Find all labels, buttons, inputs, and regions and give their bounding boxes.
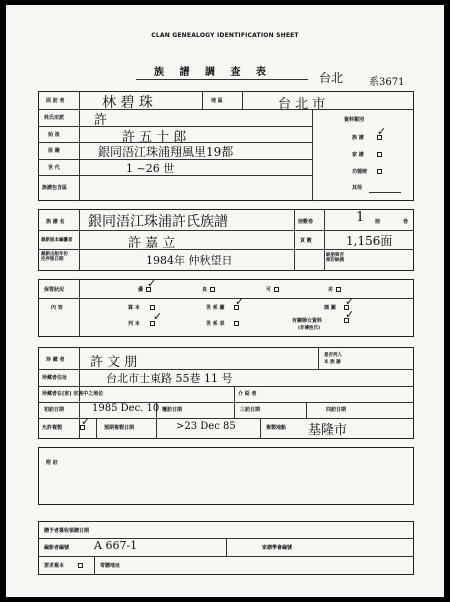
condition-label: 保管狀況 <box>44 287 65 293</box>
content-option-0: 寫 本 <box>128 305 140 311</box>
missing-volumes-label: 缺册與否 部份缺損 <box>326 253 344 263</box>
society-number-label: 家譜學會編號 <box>262 545 293 551</box>
ancestor-value: 許 五 十 郎 <box>122 130 187 145</box>
mailing-address-label: 寄贈地址 <box>100 563 121 569</box>
holder-label: 珍 藏 者 <box>46 357 65 363</box>
surname-value: 許 <box>94 113 108 128</box>
condition-checkbox-3[interactable] <box>336 287 341 292</box>
condition-option-3: 劣 <box>328 287 334 293</box>
volumes-unit-ce: 冊 <box>375 219 381 225</box>
number-label: 編影者編號 <box>44 545 70 551</box>
code-note: 系3671 <box>369 77 405 88</box>
number-value: A 667-1 <box>94 539 138 552</box>
origin-value: 銀同浯江珠浦翔風里19都 <box>98 145 234 159</box>
checkmark-icon: ✓ <box>377 125 387 138</box>
surname-label: 姓氏宗派 <box>44 115 65 121</box>
condition-checkbox-2[interactable] <box>274 287 279 292</box>
section-notes <box>38 447 414 505</box>
family-status-label: 珍藏者在(家) 宗族中之地位 <box>42 391 104 397</box>
title-underline <box>136 79 308 80</box>
checkmark-icon: ✓ <box>345 295 355 308</box>
content-option-5: 有關婦女資料 <box>292 318 323 324</box>
content-label: 內 容 <box>51 305 63 311</box>
editor-label: 最新版本編纂者 <box>41 238 73 243</box>
first-visit-value: 1985 Dec. 10 <box>92 403 160 414</box>
holder-value: 許 文 朋 <box>90 355 138 370</box>
fourth-visit-label: 四訪日期 <box>326 407 347 413</box>
content-option-3: 列 本 <box>128 321 140 327</box>
genealogy-title-value: 銀同浯江珠浦許氏族譜 <box>88 214 228 230</box>
condition-checkbox-1[interactable] <box>210 287 215 292</box>
revisit-label: 覆訪日期 <box>162 407 183 413</box>
district-value: 台 北 市 <box>278 97 326 112</box>
copy-permit-label: 允許複製 <box>42 425 63 431</box>
request-copy-label: 要求複本 <box>44 563 65 569</box>
material-checkbox-1[interactable] <box>377 152 382 157</box>
notes-label: 附 註 <box>46 460 58 466</box>
address-label: 珍藏者住址 <box>42 375 68 381</box>
address-value: 台北市士東路 55巷 11 号 <box>106 372 233 385</box>
location-label: 族譜包含區 <box>42 185 68 191</box>
content-option-4: 世 系 表 <box>206 321 225 327</box>
district-label: 地 區 <box>211 98 223 104</box>
ancestor-label: 始 祖 <box>48 132 60 138</box>
interviewer-value: 林 碧 珠 <box>102 95 153 111</box>
generation-label: 世 代 <box>48 165 60 171</box>
material-label-2: 功德榜 <box>352 169 368 175</box>
copy-date-label: 預期複製日期 <box>104 425 135 431</box>
condition-option-2: 可 <box>266 287 272 293</box>
generation-value: 1 ~26 世 <box>126 162 175 175</box>
include-label-2: 本 族 譜 <box>324 360 341 365</box>
material-checkbox-2[interactable] <box>377 169 382 174</box>
checkmark-icon: ✓ <box>153 310 163 323</box>
checkmark-icon: ✓ <box>147 277 157 290</box>
pages-value: 1,156面 <box>346 234 393 248</box>
first-visit-label: 初訪日期 <box>44 407 65 413</box>
checkmark-icon: ✓ <box>235 295 245 308</box>
materials-label: 資料類別 <box>344 117 365 123</box>
volumes-label: 冊數卷 <box>298 219 314 225</box>
copy-place-value: 基隆市 <box>308 423 348 438</box>
pages-label: 頁 數 <box>300 238 312 244</box>
genealogy-sheet <box>6 5 444 597</box>
copy-date-value: >23 Dec 85 <box>176 421 236 432</box>
receipt-date-label: 贈予者簽收領贈日期 <box>44 528 90 534</box>
genealogy-title-label: 族 譜 名 <box>46 219 65 225</box>
content-checkbox-4[interactable] <box>234 321 239 326</box>
origin-label: 原 籍 <box>48 148 60 154</box>
content-option-1: 世 系 圖 <box>206 305 225 311</box>
copy-place-label: 複製地點 <box>266 425 287 431</box>
material-label-1: 家 譜 <box>352 152 364 158</box>
volumes-value: 1 <box>356 210 365 225</box>
publish-date-label: 最新出版年份 完序版日期 <box>41 252 68 262</box>
publish-date-value: 1984年 仲秋望日 <box>146 254 233 267</box>
women-note: (非傳姓氏) <box>298 326 321 331</box>
location-note: 台北 <box>319 71 344 85</box>
checkmark-icon: ✓ <box>81 415 91 428</box>
interviewer-label: 面 訪 者 <box>46 98 65 104</box>
section-condition-content <box>38 279 414 337</box>
third-visit-label: 三訪日期 <box>240 407 261 413</box>
introducer-label: 介 紹 者 <box>238 391 257 397</box>
request-copy-checkbox[interactable] <box>78 563 83 568</box>
include-label-1: 是否列入 <box>324 353 342 358</box>
condition-option-1: 良 <box>202 287 208 293</box>
material-label-3: 其他 <box>352 185 363 191</box>
checkmark-icon: ✓ <box>345 308 355 321</box>
content-option-2: 插 圖 <box>324 305 336 311</box>
editor-value: 許 嘉 立 <box>128 236 176 251</box>
english-title: CLAN GENEALOGY IDENTIFICATION SHEET <box>151 32 299 39</box>
chinese-title: 族 譜 調 查 表 <box>154 67 272 78</box>
material-label-0: 族 譜 <box>352 135 364 141</box>
condition-option-0: 優 <box>138 287 144 293</box>
volumes-unit-juan: 卷 <box>403 219 409 225</box>
